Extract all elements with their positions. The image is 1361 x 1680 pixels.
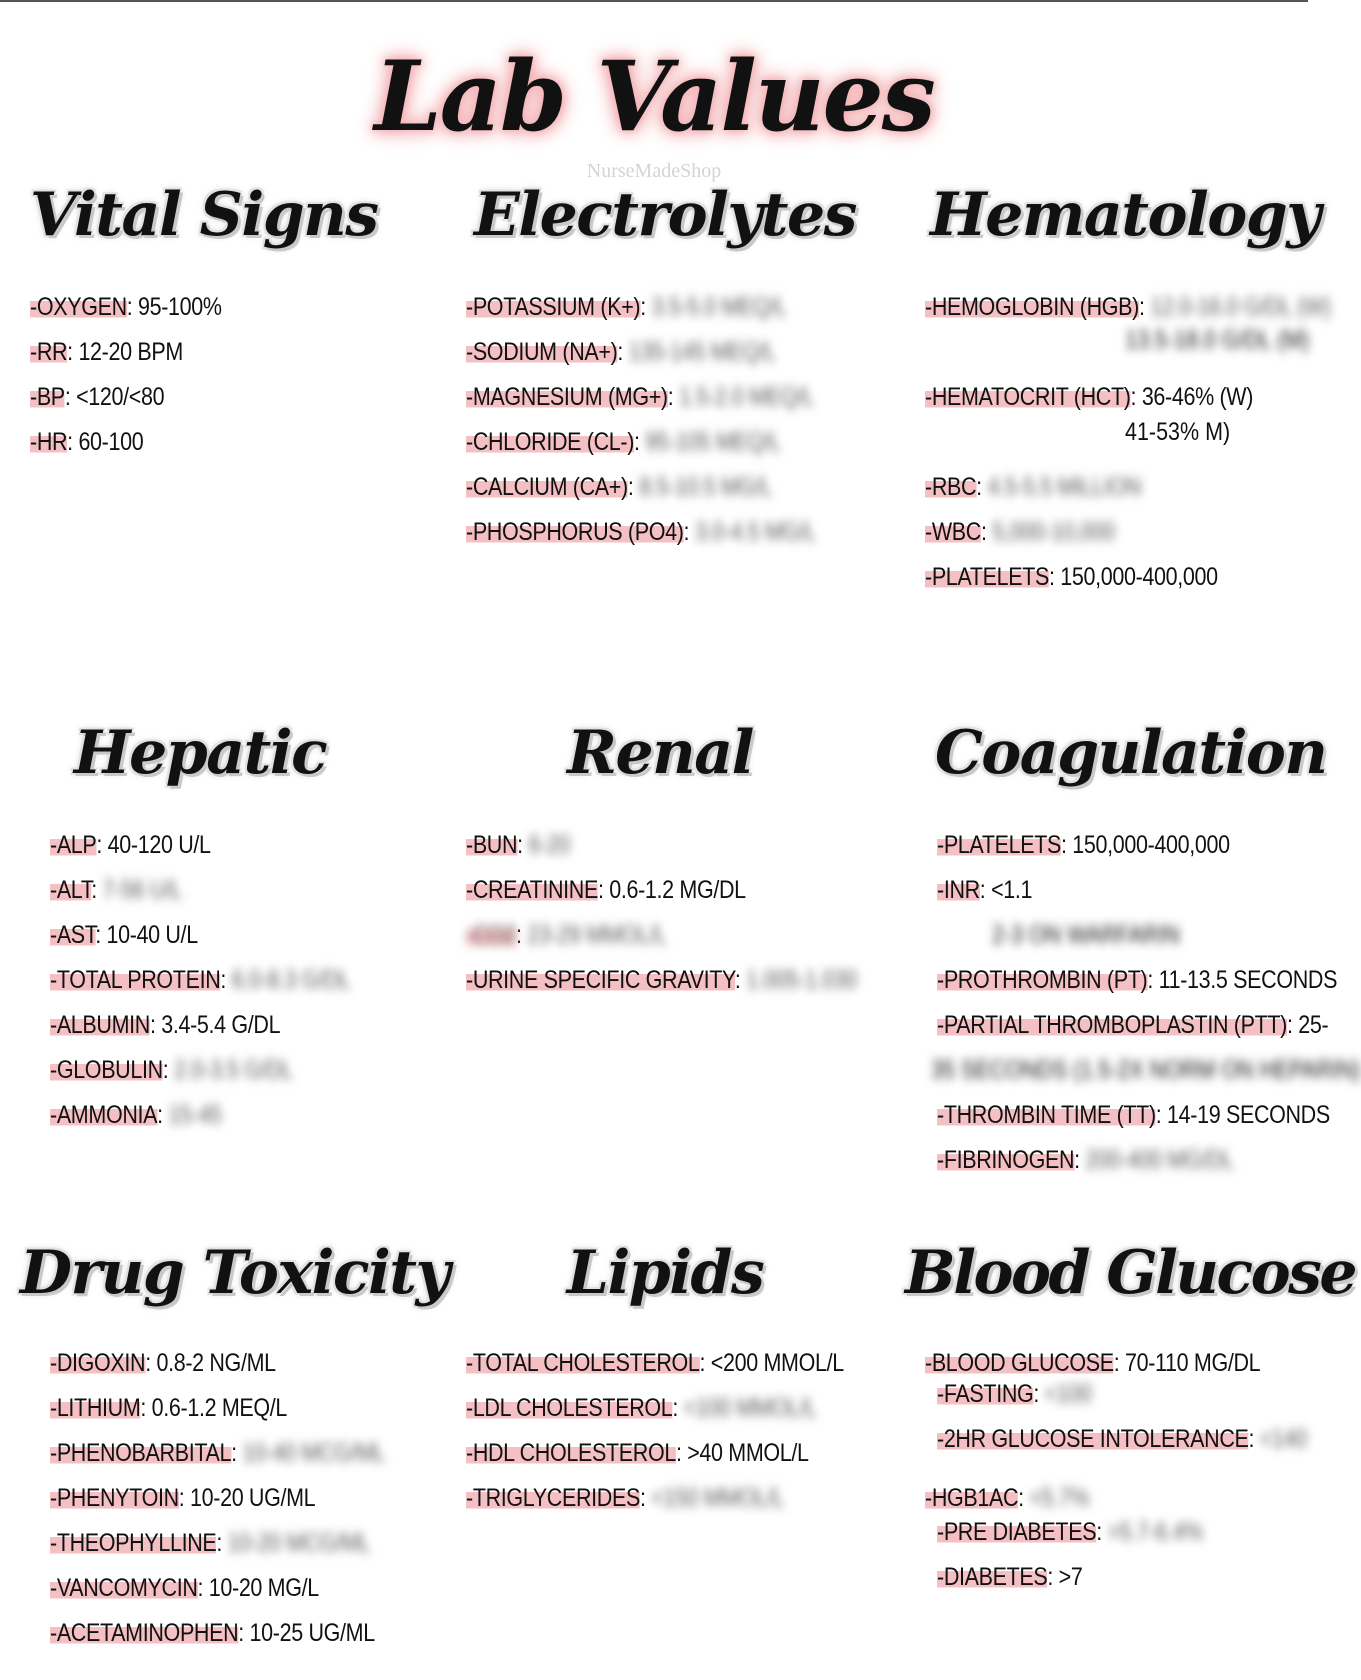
- value: 10-20 MG/L: [208, 1574, 319, 1602]
- value: 3.5-5.0 MEQ/L: [651, 293, 787, 321]
- list-item: -HR: 60-100: [30, 428, 144, 456]
- value: 23-29 MMOL/L: [527, 921, 667, 949]
- value: 0.8-2 NG/ML: [156, 1349, 276, 1377]
- value: 1.005-1.030: [746, 966, 858, 994]
- value: <5.7%: [1029, 1484, 1090, 1512]
- list-item: -WBC: 5,000-10,000: [925, 518, 1115, 546]
- value: 12-20 BPM: [78, 338, 183, 366]
- value: 0.6-1.2 MEQ/L: [151, 1394, 288, 1422]
- list-item: -DIABETES: >7: [937, 1563, 1083, 1591]
- value: 70-110 MG/DL: [1124, 1349, 1261, 1377]
- heading-drug-toxicity: Drug Toxicity: [20, 1238, 449, 1308]
- page-title: Lab Values: [374, 40, 934, 153]
- list-item: -CALCIUM (CA+): 8.5-10.5 MG/L: [466, 473, 773, 501]
- list-item: -THEOPHYLLINE: 10-20 MCG/ML: [50, 1529, 371, 1557]
- list-item: -PHOSPHORUS (PO4): 3.0-4.5 MG/L: [466, 518, 817, 546]
- value: 36-46% (W): [1141, 383, 1254, 411]
- ptt-continuation: 35 SECONDS (1.5-2X NORM ON HEPARIN): [931, 1056, 1361, 1084]
- list-item: -BUN: 6-20: [466, 831, 571, 859]
- value: 60-100: [78, 428, 144, 456]
- list-item: -PRE DIABETES: >5.7-6.4%: [937, 1518, 1203, 1546]
- list-item: -CHLORIDE (CL-): 95-105 MEQ/L: [466, 428, 782, 456]
- heading-hepatic: Hepatic: [73, 718, 327, 788]
- list-item: -GLOBULIN: 2.0-3.5 G/DL: [50, 1056, 294, 1084]
- list-item: -HDL CHOLESTEROL: >40 MMOL/L: [466, 1439, 809, 1467]
- list-item: -FASTING: <100: [937, 1380, 1092, 1408]
- list-item: -CREATININE: 0.6-1.2 MG/DL: [466, 876, 746, 904]
- list-item: -DIGOXIN: 0.8-2 NG/ML: [50, 1349, 276, 1377]
- value: 15-45: [168, 1101, 222, 1129]
- list-item: -HEMATOCRIT (HCT): 36-46% (W): [925, 383, 1254, 411]
- value: 12.0-16.0 G/DL (W): [1150, 293, 1331, 321]
- list-item: -INR: <1.1: [937, 876, 1033, 904]
- list-item: -PLATELETS: 150,000-400,000: [925, 563, 1218, 591]
- heading-hematology: Hematology: [930, 180, 1320, 250]
- value: 95-105 MEQ/L: [645, 428, 782, 456]
- value: 25-: [1298, 1011, 1329, 1039]
- heading-lipids: Lipids: [566, 1238, 764, 1308]
- value: 150,000-400,000: [1060, 563, 1218, 591]
- value: 8.5-10.5 MG/L: [639, 473, 773, 501]
- value: 95-100%: [138, 293, 222, 321]
- value: 10-25 UG/ML: [249, 1619, 375, 1647]
- heading-vital-signs: Vital Signs: [30, 180, 378, 250]
- value: <100: [1044, 1380, 1092, 1408]
- value: 3.0-4.5 MG/L: [694, 518, 817, 546]
- list-item: -AMMONIA: 15-45: [50, 1101, 222, 1129]
- inr-continuation: 2-3 ON WARFARIN: [992, 921, 1180, 949]
- list-item: -RR: 12-20 BPM: [30, 338, 183, 366]
- value: <200 MMOL/L: [710, 1349, 844, 1377]
- value: <120/<80: [76, 383, 165, 411]
- list-item: -PARTIAL THROMBOPLASTIN (PTT): 25-: [937, 1011, 1329, 1039]
- value: 10-20 MCG/ML: [227, 1529, 371, 1557]
- list-item: -HGB1AC: <5.7%: [925, 1484, 1090, 1512]
- value: 7-56 U/L: [102, 876, 183, 904]
- value: 40-120 U/L: [107, 831, 211, 859]
- list-item: -AST: 10-40 U/L: [50, 921, 198, 949]
- heading-blood-glucose: Blood Glucose: [905, 1238, 1356, 1308]
- value: <100 MMOL/L: [683, 1394, 817, 1422]
- value: 0.6-1.2 MG/DL: [609, 876, 746, 904]
- value: 10-20 UG/ML: [190, 1484, 316, 1512]
- value: 1.5-2.0 MEQ/L: [678, 383, 815, 411]
- list-item: -LITHIUM: 0.6-1.2 MEQ/L: [50, 1394, 288, 1422]
- value: >40 MMOL/L: [687, 1439, 809, 1467]
- value: 11-13.5 SECONDS: [1158, 966, 1338, 994]
- list-item: -BLOOD GLUCOSE: 70-110 MG/DL: [925, 1349, 1261, 1377]
- heading-coagulation: Coagulation: [935, 718, 1327, 788]
- list-item: -PROTHROMBIN (PT): 11-13.5 SECONDS: [937, 966, 1338, 994]
- list-item: -BP: <120/<80: [30, 383, 165, 411]
- list-item: -MAGNESIUM (MG+): 1.5-2.0 MEQ/L: [466, 383, 815, 411]
- value: 6.0-8.3 G/DL: [231, 966, 351, 994]
- value: >5.7-6.4%: [1107, 1518, 1203, 1546]
- list-item: -HEMOGLOBIN (HGB): 12.0-16.0 G/DL (W): [925, 293, 1331, 321]
- list-item: -ALT: 7-56 U/L: [50, 876, 183, 904]
- value: 150,000-400,000: [1072, 831, 1230, 859]
- top-border-line: [0, 0, 1308, 2]
- value: 10-40 MCG/ML: [242, 1439, 386, 1467]
- value: 5,000-10,000: [992, 518, 1115, 546]
- list-item: -PHENYTOIN: 10-20 UG/ML: [50, 1484, 316, 1512]
- list-item: -THROMBIN TIME (TT): 14-19 SECONDS: [937, 1101, 1330, 1129]
- value: 2.0-3.5 G/DL: [174, 1056, 294, 1084]
- hct-continuation: 41-53% M): [1125, 418, 1231, 446]
- hgb-continuation: 13.5-18.0 G/DL (M): [1125, 326, 1310, 354]
- value: 200-400 MG/DL: [1085, 1146, 1234, 1174]
- value: >7: [1058, 1563, 1083, 1591]
- list-item: -LDL CHOLESTEROL: <100 MMOL/L: [466, 1394, 817, 1422]
- value: <140: [1259, 1425, 1307, 1453]
- value: 135-145 MEQ/L: [628, 338, 776, 366]
- list-item: -SODIUM (NA+): 135-145 MEQ/L: [466, 338, 776, 366]
- list-item: -TOTAL CHOLESTEROL: <200 MMOL/L: [466, 1349, 844, 1377]
- list-item: -ALP: 40-120 U/L: [50, 831, 211, 859]
- list-item: -ALBUMIN: 3.4-5.4 G/DL: [50, 1011, 281, 1039]
- list-item: -FIBRINOGEN: 200-400 MG/DL: [937, 1146, 1234, 1174]
- watermark: NurseMadeShop: [586, 160, 722, 182]
- list-item: -PLATELETS: 150,000-400,000: [937, 831, 1230, 859]
- list-item: -OXYGEN: 95-100%: [30, 293, 222, 321]
- value: <1.1: [991, 876, 1033, 904]
- list-item: -RBC: 4.5-5.5 MILLION: [925, 473, 1142, 501]
- list-item: -PHENOBARBITAL: 10-40 MCG/ML: [50, 1439, 386, 1467]
- list-item: -TOTAL PROTEIN: 6.0-8.3 G/DL: [50, 966, 351, 994]
- value: 14-19 SECONDS: [1167, 1101, 1330, 1129]
- list-item: -POTASSIUM (K+): 3.5-5.0 MEQ/L: [466, 293, 787, 321]
- heading-electrolytes: Electrolytes: [474, 180, 856, 250]
- value: 4.5-5.5 MILLION: [987, 473, 1142, 501]
- value: 6-20: [528, 831, 571, 859]
- list-item: -2HR GLUCOSE INTOLERANCE: <140: [937, 1425, 1307, 1453]
- value: 10-40 U/L: [106, 921, 198, 949]
- value: <150 MMOL/L: [651, 1484, 785, 1512]
- heading-renal: Renal: [567, 718, 753, 788]
- value: 3.4-5.4 G/DL: [161, 1011, 281, 1039]
- list-item: -ACETAMINOPHEN: 10-25 UG/ML: [50, 1619, 375, 1647]
- list-item: -CO2: 23-29 MMOL/L: [466, 921, 667, 949]
- list-item: -TRIGLYCERIDES: <150 MMOL/L: [466, 1484, 785, 1512]
- list-item: -VANCOMYCIN: 10-20 MG/L: [50, 1574, 319, 1602]
- list-item: -URINE SPECIFIC GRAVITY: 1.005-1.030: [466, 966, 858, 994]
